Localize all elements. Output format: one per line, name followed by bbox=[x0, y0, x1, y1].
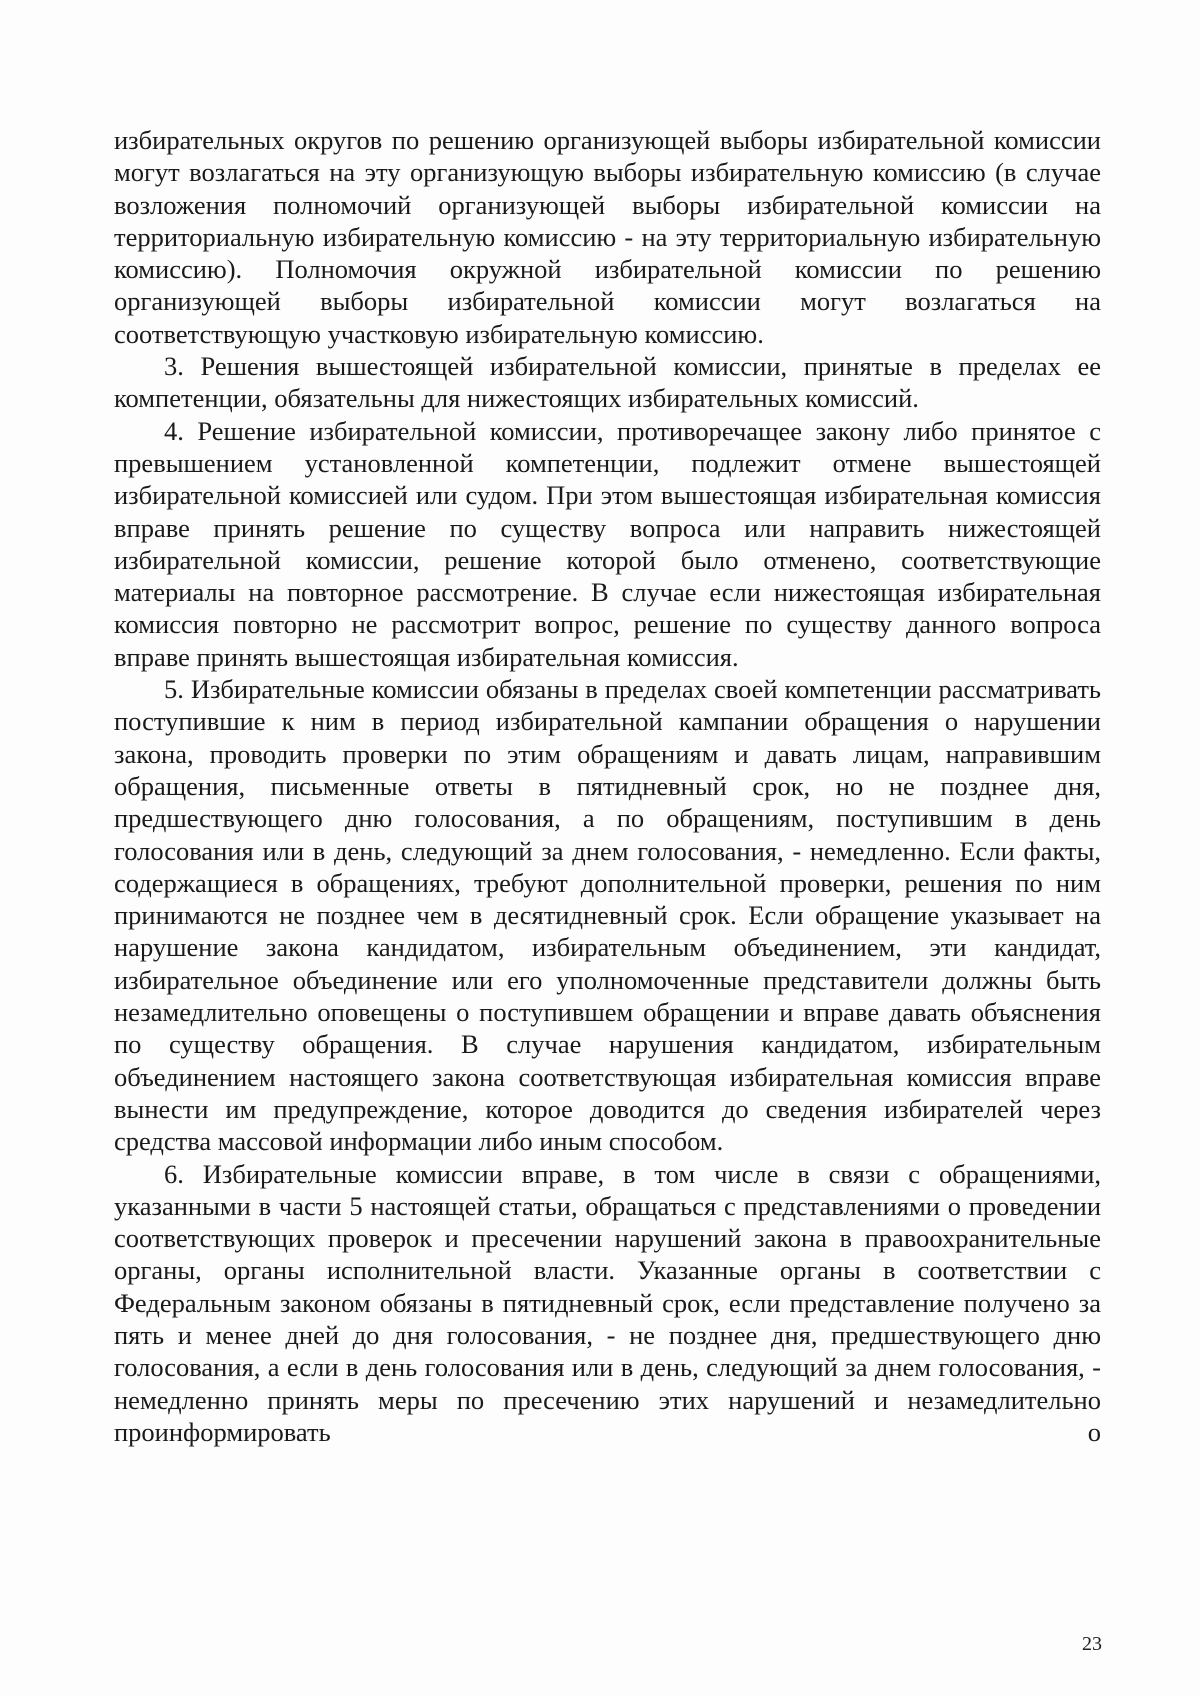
paragraph-5: 5. Избирательные комиссии обязаны в пределах своей компетенции рассматривать поступившие к ним в период избирательной кампании обращения о нарушении закона, проводить проверки по этим обращениям и давать лицам, направившим обращения, письменные ответы в пятидневный срок, но не позднее дня, предшествующего дню голосования, а по обращениям, поступившим в день голосования или в день, следующий за днем голосования, - немедленно. Если факты, содержащиеся в обращениях, требуют дополнительной проверки, решения по ним принимаются не позднее чем в десятидневный срок. Если обращение указывает на нарушение закона кандидатом, избирательным объединением, эти кандидат, избирательное объединение или его уполномоченные представители должны быть незамедлительно оповещены о поступившем обращении и вправе давать объяснения по существу обращения. В случае нарушения кандидатом, избирательным объединением настоящего закона соответствующая избирательная комиссия вправе вынести им предупреждение, которое доводится до сведения избирателей через средства массовой информации либо иным способом. bbox=[114, 674, 1101, 1157]
paragraph-continued: избирательных округов по решению организующей выборы избирательной комиссии могут возлагаться на эту организующую выборы избирательную комиссию (в случае возложения полномочий организующей выборы избирательной комиссии на территориальную избирательную комиссию - на эту территориальную избирательную комиссию). Полномочия окружной избирательной комиссии по решению организующей выборы избирательной комиссии могут возлагаться на соответствующую участковую избирательную комиссию. bbox=[114, 125, 1101, 349]
page-number: 23 bbox=[1082, 1633, 1102, 1655]
paragraph-3: 3. Решения вышестоящей избирательной комиссии, принятые в пределах ее компетенции, обязательны для нижестоящих избирательных комиссий. bbox=[114, 351, 1101, 414]
paragraph-6: 6. Избирательные комиссии вправе, в том числе в связи с обращениями, указанными в части 5 настоящей статьи, обращаться с представлениями о проведении соответствующих проверок и пресечении нарушений закона в правоохранительные органы, органы исполнительной власти. Указанные органы в соответствии с Федеральным законом обязаны в пятидневный срок, если представление получено за пять и менее дней до дня голосования, - не позднее дня, предшествующего дню голосования, а если в день голосования или в день, следующий за днем голосования, - немедленно принять меры по пресечению этих нарушений и незамедлительно проинформировать о bbox=[114, 1158, 1101, 1447]
document-body bbox=[114, 124, 1101, 1448]
paragraph-4: 4. Решение избирательной комиссии, противоречащее закону либо принятое с превышением установленной компетенции, подлежит отмене вышестоящей избирательной комиссией или судом. При этом вышестоящая избирательная комиссия вправе принять решение по существу вопроса или направить нижестоящей избирательной комиссии, решение которой было отменено, соответствующие материалы на повторное рассмотрение. В случае если нижестоящая избирательная комиссия повторно не рассмотрит вопрос, решение по существу данного вопроса вправе принять вышестоящая избирательная комиссия. bbox=[114, 415, 1101, 672]
